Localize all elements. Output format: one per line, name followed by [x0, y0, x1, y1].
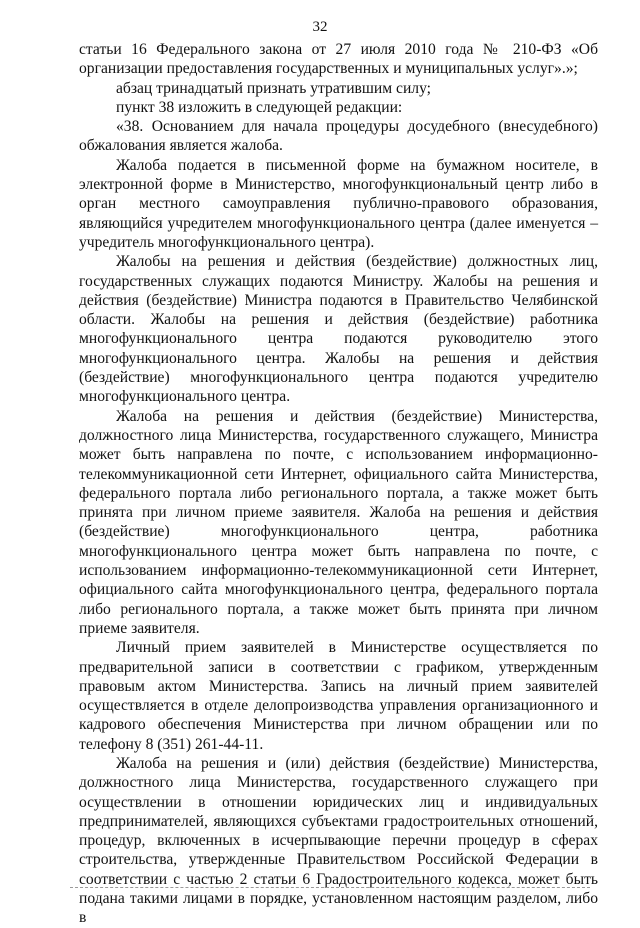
paragraph-zhaloby-recipients: Жалобы на решения и действия (бездействие) должностных лиц, государственных служащих подаются Министру. Жалобы на решения и действия (бездействие) Министра подаются в Правительство Челябинской области. Жалобы на решения и действия (бездействие) работника многофункционального центра подаются руководителю этого многофункционального центра. Жалобы на решения и действия (бездействие) многофункционального центра подаются учредителю многофункционального центра. [79, 253, 598, 406]
paragraph-abzac-thirteen: абзац тринадцатый признать утратившим силу; [116, 79, 431, 97]
paragraph-personal-reception: Личный прием заявителей в Министерстве осуществляется по предварительной записи в соответствии с графиком, утвержденным правовым актом Министерства. Запись на личный прием заявителей осуществляется в отделе делопроизводства управления организационного и кадрового обеспечения Министерства при личном обращении или по телефону 8 (351) 261-44-11. [79, 639, 598, 753]
paragraph-punkt-38: пункт 38 изложить в следующей редакции: [116, 98, 403, 116]
paragraph-law-reference: статьи 16 Федерального закона от 27 июля 2010 года № 210-ФЗ «Об организации предоставления государственных и муниципальных услуг».»; [79, 41, 598, 78]
paragraph-zhaloba-form: Жалоба подается в письменной форме на бумажном носителе, в электронной форме в Министерство, многофункциональный центр либо в орган местного самоуправления публично-правового образования, являющийся учредителем многофункционального центра (далее именуется – учредитель многофункционального центра). [79, 156, 598, 251]
paragraph-zhaloba-channels: Жалоба на решения и действия (бездействие) Министерства, должностного лица Министерства, государственного служащего, Министра может быть направлена по почте, с использованием информационно-телекоммуникационной сети Интернет, официального сайта Министерства, федерального портала либо регионального портала, а также может быть принята при личном приеме заявителя. Жалоба на решения и действия (бездействие) многофункционального центра, работника многофункционального центра может быть направлена по почте, с использованием информационно-телекоммуникационной сети Интернет, официального сайта многофункционального центра, федерального портала либо регионального портала, а также может быть принята при личном приеме заявителя. [79, 407, 598, 637]
paragraph-gradostroitelnye: Жалоба на решения и (или) действия (бездействие) Министерства, должностного лица Министерства, государственного служащего при осуществлении в отношении юридических лиц и индивидуальных предпринимателей, являющихся субъектами градостроительных отношений, процедур, включенных в исчерпывающие перечни процедур в сферах строительства, утвержденные Правительством Российской Федерации в соответствии с частью 2 статьи 6 Градостроительного кодекса, может быть подана такими лицами в порядке, установленном настоящим разделом, либо в [79, 754, 598, 927]
bottom-scan-line [70, 887, 590, 888]
page-number: 32 [312, 19, 328, 35]
paragraph-osnovanie: «38. Основанием для начала процедуры досудебного (внесудебного) обжалования является жалоба. [79, 118, 598, 155]
document-body [79, 40, 598, 928]
